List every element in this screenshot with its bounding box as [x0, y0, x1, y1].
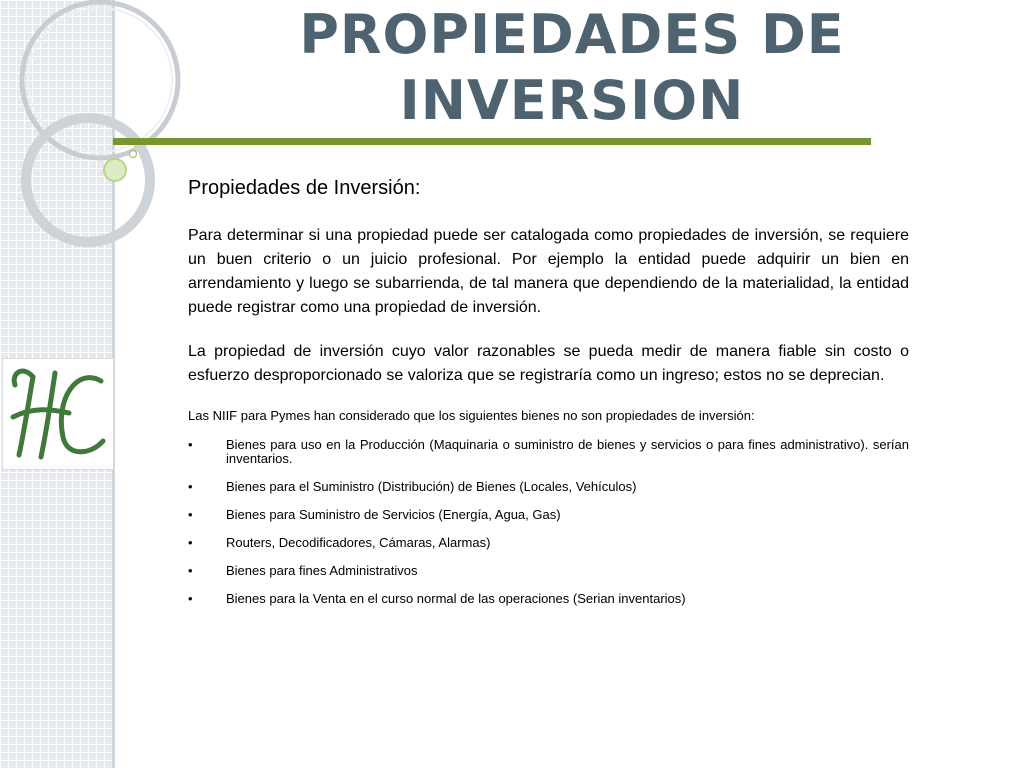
list-item — [188, 438, 909, 466]
list-item — [188, 536, 909, 550]
section-heading: Propiedades de Inversión: — [188, 177, 421, 199]
bullet-icon: • — [188, 535, 193, 550]
bullet-icon: • — [188, 563, 193, 578]
list-item-text: Bienes para Suministro de Servicios (Energía, Agua, Gas) — [226, 507, 561, 522]
list-item — [188, 480, 909, 494]
list-item-text: Bienes para fines Administrativos — [226, 563, 418, 578]
paragraph-1: Para determinar si una propiedad puede ser catalogada como propiedades de inversión, se requiere un buen criterio o un juicio profesional. Por ejemplo la entidad puede adquirir un bien en arrendamiento y luego se subarrienda, de tal manera que dependiendo de la materialidad, la entidad puede registrar como una propiedad de inversión. — [188, 227, 909, 316]
decorative-rings — [0, 0, 200, 260]
title-line-2: INVERSION — [399, 69, 745, 132]
list-item — [188, 508, 909, 522]
hc-monogram-icon — [3, 359, 113, 469]
list-item — [188, 592, 909, 606]
list-item-text: Bienes para uso en la Producción (Maquinaria o suministro de bienes y servicios o para fines administrativo). serían inventarios. — [226, 437, 909, 466]
list-item-text: Routers, Decodificadores, Cámaras, Alarmas) — [226, 535, 491, 550]
bullet-icon: • — [188, 591, 193, 606]
list-item-text: Bienes para el Suministro (Distribución) de Bienes (Locales, Vehículos) — [226, 479, 637, 494]
list-intro: Las NIIF para Pymes han considerado que los siguientes bienes no son propiedades de inversión: — [188, 408, 755, 423]
hc-logo — [2, 358, 114, 470]
paragraph-2: La propiedad de inversión cuyo valor razonables se pueda medir de manera fiable sin costo o esfuerzo desproporcionado se valoriza que se registraría como un ingreso; estos no se deprecian. — [188, 343, 909, 384]
slide-title — [200, 2, 944, 134]
list-item-text: Bienes para la Venta en el curso normal de las operaciones (Serian inventarios) — [226, 591, 686, 606]
bullet-icon: • — [188, 437, 193, 452]
bullet-icon: • — [188, 479, 193, 494]
bullet-list — [188, 438, 909, 606]
title-line-1: PROPIEDADES DE — [299, 3, 845, 66]
list-item — [188, 564, 909, 578]
bullet-icon: • — [188, 507, 193, 522]
slide-body — [188, 174, 909, 620]
title-underline — [113, 138, 871, 145]
